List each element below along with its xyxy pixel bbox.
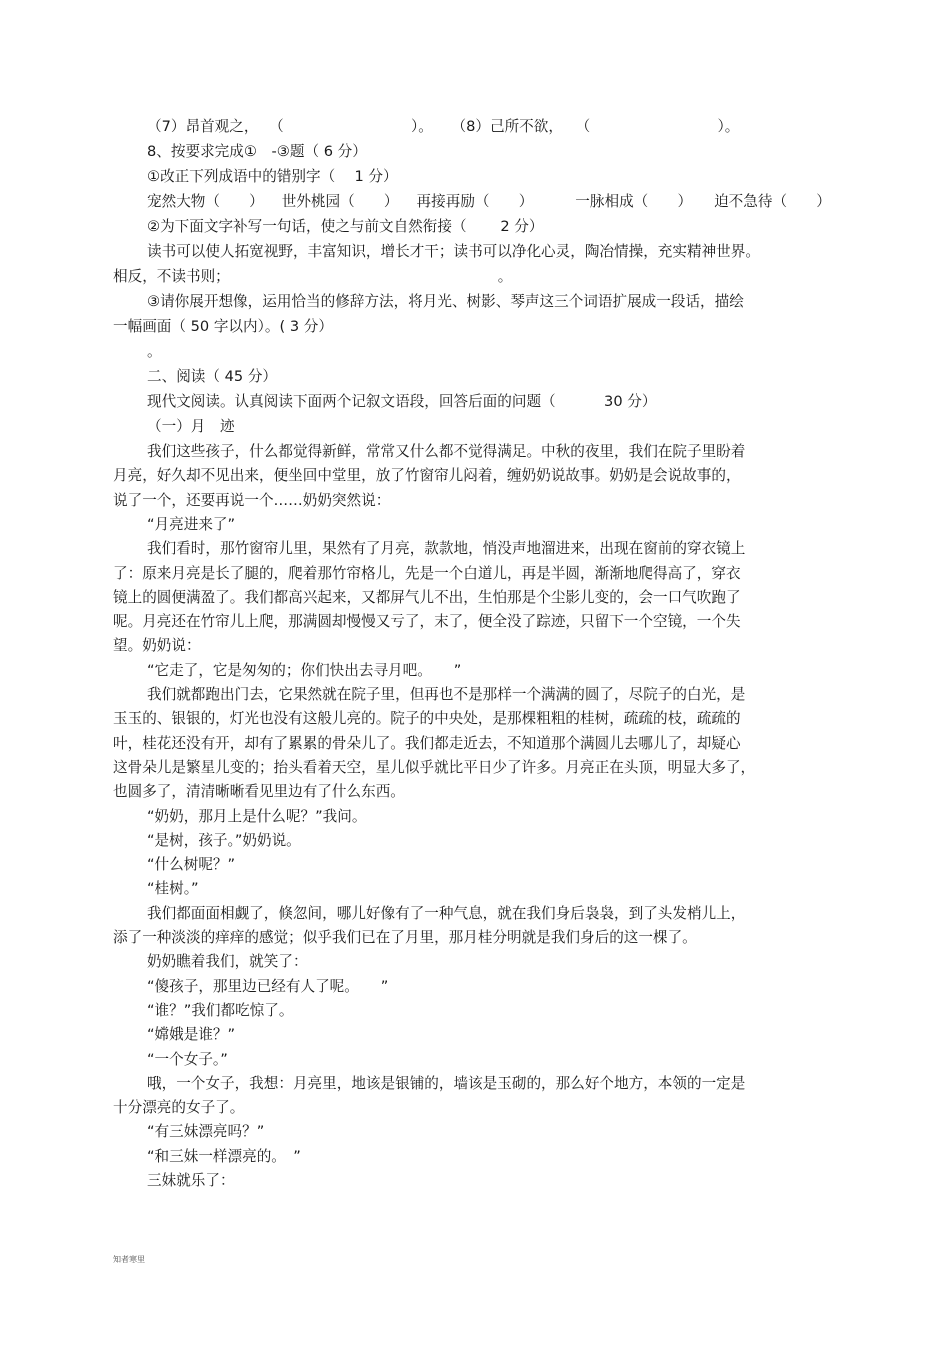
passage-line: “它走了，它是匆匆的；你们快出去寻月吧。 ”	[147, 662, 462, 679]
passage-line: 也圆多了，清清晰晰看见里边有了什么东西。	[113, 783, 405, 800]
q7-text: （7）昂首观之，	[147, 118, 259, 135]
footer-note: 知者寒里	[113, 1255, 145, 1264]
q8-part3-answer-end: 。	[147, 343, 162, 360]
passage-line: 了：原来月亮是长了腿的，爬着那竹帘格儿，先是一个白道儿，再是半圆，渐渐地爬得高了，穿衣	[113, 565, 741, 582]
passage-line: “谁？”我们都吃惊了。	[147, 1002, 294, 1019]
passage-line: “和三妹一样漂亮的。 ”	[147, 1148, 301, 1165]
passage-line: “桂树。”	[147, 880, 199, 897]
q7-paren-close: ）。	[410, 118, 433, 135]
passage-line: 三妹就乐了：	[147, 1172, 235, 1189]
passage-line: 添了一种淡淡的痒痒的感觉；似乎我们已在了月里，那月桂分明就是我们身后的这一棵了。	[113, 929, 697, 946]
passage-line: 望。奶奶说：	[113, 637, 201, 654]
q8-text: （8）己所不欲，	[451, 118, 563, 135]
passage-line: 我们都面面相觑了，倏忽间，哪儿好像有了一种气息，就在我们身后袅袅，到了头发梢儿上，	[147, 905, 746, 922]
idiom-item: 迫不急待（ ）	[714, 193, 831, 210]
q8-part3-line2: 一幅画面（ 50 字以内）。( 3 分）	[113, 318, 333, 335]
reading-intro: 现代文阅读。认真阅读下面两个记叙文语段，回答后面的问题（ 30 分）	[147, 393, 657, 410]
q8-paren-close: ）。	[717, 118, 740, 135]
q8-paren-open: （	[575, 118, 591, 135]
passage-line: 哦，一个女子，我想：月亮里，地该是银铺的，墙该是玉砌的，那么好个地方，本领的一定是	[147, 1075, 746, 1092]
passage-line: “是树，孩子。”奶奶说。	[147, 832, 301, 849]
passage-line: 这骨朵儿是繁星儿变的；抬头看着天空，星儿似乎就比平日少了许多。月亮正在头顶，明显大多了，	[113, 759, 756, 776]
passage-line: 月亮，好久却不见出来，便坐回中堂里，放了竹窗帘儿闷着，缠奶奶说故事。奶奶是会说故事的，	[113, 467, 741, 484]
idiom-item: 宠然大物（ ）	[147, 193, 264, 210]
section-reading-title: 二、阅读（ 45 分）	[147, 368, 278, 385]
q8-part3-line1: ③请你展开想像，运用恰当的修辞方法，将月光、树影、琴声这三个词语扩展成一段话，描绘	[147, 293, 744, 310]
passage-line: 奶奶瞧着我们，就笑了：	[147, 953, 308, 970]
passage-line: 呢。月亮还在竹帘儿上爬，那满圆却慢慢又亏了，末了，便全没了踪迹，只留下一个空镜，一个失	[113, 613, 741, 630]
passage-line: “有三妹漂亮吗？”	[147, 1123, 265, 1140]
q8-part1: ①改正下列成语中的错别字（ 1 分）	[147, 168, 398, 185]
passage-line: 说了一个，还要再说一个……奶奶突然说：	[113, 492, 391, 509]
passage-line: “奶奶，那月上是什么呢？”我问。	[147, 808, 367, 825]
passage-line: 玉玉的、银银的，灯光也没有这般儿亮的。院子的中央处，是那棵粗粗的桂树，疏疏的枝，疏疏的	[113, 710, 741, 727]
q8-part2: ②为下面文字补写一句话，使之与前文自然衔接（ 2 分）	[147, 218, 544, 235]
q8-title: 8、按要求完成① -③题（ 6 分）	[147, 143, 367, 160]
q8-part2-blank-line	[113, 267, 512, 287]
q8-part2-text: 读书可以使人拓宽视野，丰富知识，增长才干；读书可以净化心灵，陶冶情操，充实精神世界。	[147, 243, 760, 260]
q8-part2-end: 。	[497, 268, 513, 285]
idiom-row	[147, 192, 831, 212]
passage-line: “月亮进来了”	[147, 516, 236, 533]
passage-line: 镜上的圆便满盈了。我们都高兴起来，又都屏气儿不出，生怕那是个尘影儿变的，会一口气吹跑了	[113, 589, 741, 606]
idiom-item: 世外桃园（ ）	[281, 193, 399, 210]
passage-line: 十分漂亮的女子了。	[113, 1099, 245, 1116]
passage-line: 我们这些孩子，什么都觉得新鲜，常常又什么都不觉得满足。中秋的夜里，我们在院子里盼着	[147, 443, 746, 460]
idiom-item: 一脉相成（ ）	[575, 193, 693, 210]
passage-title: （一）月 迹	[147, 418, 235, 435]
q7-paren-open: （	[269, 118, 284, 135]
passage-line: “什么树呢？”	[147, 856, 236, 873]
q7-q8-line	[147, 117, 739, 137]
passage-line: 我们就都跑出门去，它果然就在院子里，但再也不是那样一个满满的圆了，尽院子的白光，是	[147, 686, 746, 703]
passage-line: 叶，桂花还没有开，却有了累累的骨朵儿了。我们都走近去，不知道那个满圆儿去哪儿了，却疑心	[113, 735, 741, 752]
idiom-item: 再接再励（ ）	[416, 193, 534, 210]
passage-line: “一个女子。”	[147, 1051, 228, 1068]
q8-part2-text-2: 相反，不读书则；	[113, 268, 230, 285]
passage-line: “傻孩子，那里边已经有人了呢。 ”	[147, 978, 389, 995]
passage-line: “嫦娥是谁？”	[147, 1026, 236, 1043]
passage-line: 我们看时，那竹窗帘儿里，果然有了月亮，款款地，悄没声地溜进来，出现在窗前的穿衣镜上	[147, 540, 746, 557]
